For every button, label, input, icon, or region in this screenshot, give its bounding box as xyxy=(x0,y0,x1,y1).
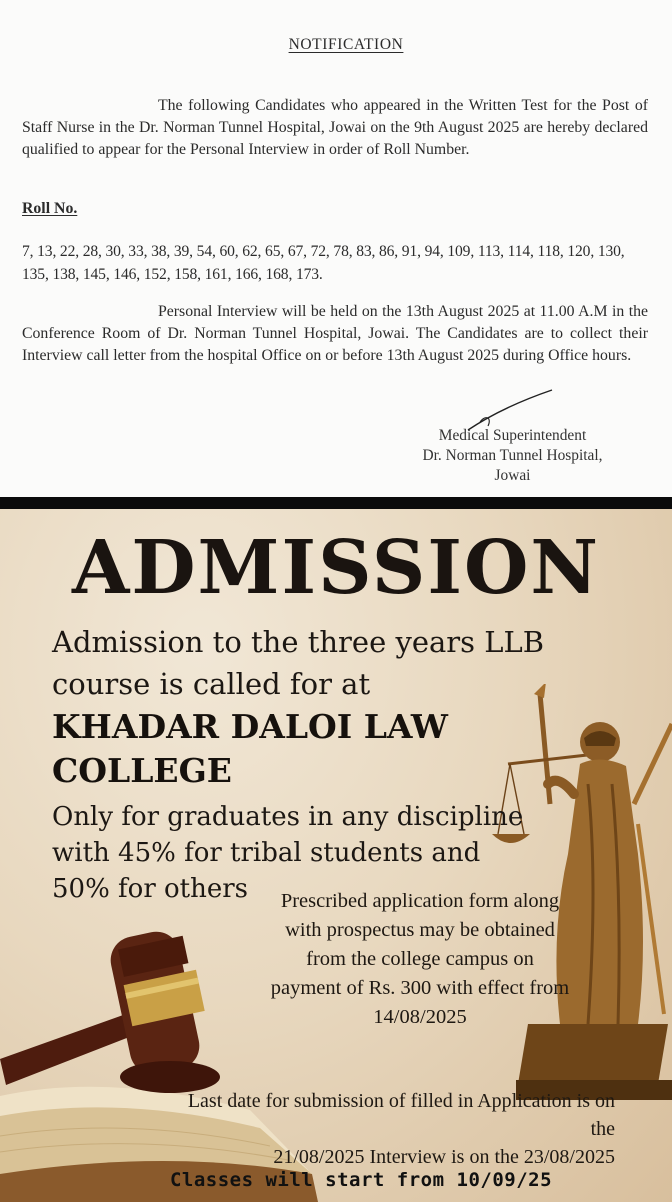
prescribed-form-info: Prescribed application form along with prospectus may be obtained from the college campus on payment of Rs. 300 with effect from 14/08/2025 xyxy=(270,890,570,1028)
interview-paragraph: Personal Interview will be held on the 13th August 2025 at 11.00 A.M in the Conference Room of Dr. Norman Tunnel Hospital, Jowai. The Candidates are to collect their Interview call letter from the hospital Office on or before 13th August 2025 during Office hours. xyxy=(22,303,648,364)
classes-start-date: Classes will start from 10/09/25 xyxy=(169,1169,553,1191)
last-date-line-2: 21/08/2025 Interview is on the 23/08/2025 xyxy=(273,1146,615,1168)
roll-number-list: 7, 13, 22, 28, 30, 33, 38, 39, 54, 60, 62, 65, 67, 72, 78, 83, 86, 91, 94, 109, 113, 114, 118, 120, 130, 135, 138, 145, 146, 152, 158, 161, 166, 168, 173. xyxy=(22,243,625,283)
intro-paragraph: The following Candidates who appeared in the Written Test for the Post of Staff Nurse in the Dr. Norman Tunnel Hospital, Jowai on the 9th August 2025 are hereby declared qualified to appear for the Personal Interview in order of Roll Number. xyxy=(22,97,648,158)
course-intro: Admission to the three years LLB course is called for at xyxy=(52,625,545,701)
last-date-info xyxy=(165,1087,615,1171)
signatory-institution: Dr. Norman Tunnel Hospital, xyxy=(422,447,603,464)
section-divider xyxy=(0,497,672,509)
notification-title: NOTIFICATION xyxy=(288,36,404,53)
eligibility-criteria: Only for graduates in any discipline with 45% for tribal students and 50% for others xyxy=(52,802,524,904)
admission-heading: ADMISSION xyxy=(71,525,601,611)
roll-number-label: Roll No. xyxy=(22,200,78,217)
signatory-place: Jowai xyxy=(494,467,531,484)
notification-document xyxy=(0,0,672,497)
last-date-line-1: Last date for submission of filled in Application is on the xyxy=(187,1090,615,1140)
admission-poster xyxy=(0,509,672,1202)
signatory-designation: Medical Superintendent xyxy=(438,427,587,444)
college-name: KHADAR DALOI LAW COLLEGE xyxy=(52,707,448,790)
gavel-icon xyxy=(0,909,270,1099)
signature-block xyxy=(380,426,645,486)
